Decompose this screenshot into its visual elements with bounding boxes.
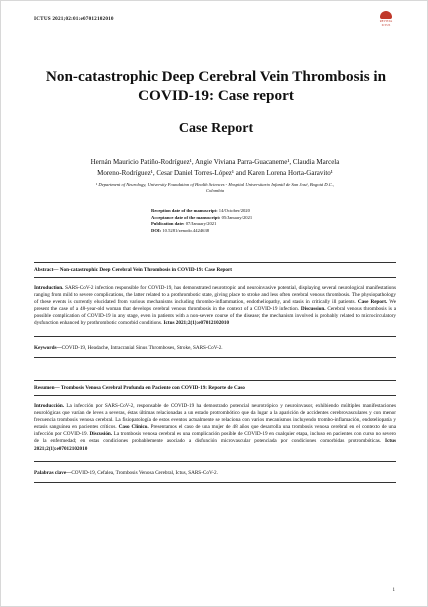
page-number: 1 bbox=[392, 588, 395, 593]
journal-logo bbox=[376, 11, 396, 27]
affiliation-line-2: Colombia bbox=[205, 188, 225, 193]
authors-line-1: Hernán Mauricio Patiño-Rodríguez¹, Angie Viviana Parra-Guacaneme¹, Claudia Marcela bbox=[90, 158, 340, 166]
journal-header: ICTUS 2021;02:01:e07012102010 bbox=[34, 16, 114, 22]
abstract-section bbox=[34, 262, 396, 358]
doi-link[interactable]: 10.5281/zenodo.4424638 bbox=[162, 227, 210, 233]
abstract-keywords: Keywords—COVID-19, Headache, Intracranial Sinus Thromboses, Stroke, SARS-CoV-2. bbox=[34, 336, 396, 357]
doi: DOI: 10.5281/zenodo.4424638 bbox=[151, 227, 210, 233]
resumen-section bbox=[34, 380, 396, 483]
publication-dates bbox=[151, 208, 331, 234]
author-list bbox=[47, 157, 383, 178]
affiliation bbox=[47, 182, 383, 194]
logo-icon bbox=[380, 11, 392, 19]
abstract-text: Introduction. SARS-CoV-2 infection responsible for COVID-19, has demonstrated neurotropic and neuroinvasive potential, displaying several neurological manifestations ranging from mild to severe complications, the latter related to a prothrombotic state, giving place to stroke and less often cerebral venous thrombosis. The physiopathology of these events is currently elucidated from various mechanisms including thrombo-inflammation, endotheliopathy, and stasis in critically ill patients. Case Report. We present the case of a 48-year-old woman that develops cerebral venous thrombosis in the context of a COVID-19 infection. Discussion. Cerebral venous thrombosis is a possible complication of COVID-19 in any stage, even in patients with a non-severe course of the disease; the mechanism involved is probably related to microcirculatory dysfunction enhanced by prothrombotic comorbid conditions. Ictus 2021;2(1):e07012102010 bbox=[34, 285, 397, 327]
abstract-heading: Abstract— Non-catastrophic Deep Cerebral Vein Thrombosis in COVID-19: Case Report bbox=[34, 263, 396, 278]
reception-date: Reception date of the manuscript: 14/October/2020 bbox=[151, 208, 250, 213]
resumen-keywords: Palabras clave—COVID-19, Cefalea, Trombosis Venosa Cerebral, Ictus, SARS-CoV-2. bbox=[34, 461, 396, 482]
affiliation-line-1: ¹ Department of Neurology, University Foundation of Health Sciences - Hospital Universitario Infantil de San José, Bogotá D.C., bbox=[95, 182, 335, 187]
authors-line-2: Moreno-Rodríguez¹, Cesar Daniel Torres-López¹ and Karen Lorena Horta-Garavito¹ bbox=[97, 168, 333, 177]
resumen-text: Introducción. La infección por SARS-CoV-2, responsable de COVID-19 ha demostrado potencial neurotrópico y neuroinvasor, exhibiendo múltiples manifestaciones neurológicas que varían de leves a severas, éstas últimas relacionadas a un estado protrombótico que da lugar a la aparición de accidentes cerebrovasculares y con menor frecuencia trombosis venosa cerebral. La fisiopatología de estos eventos actualmente se relaciona con varios mecanismos incluyendo trombo-inflamación, endoteliopatía y estasis sanguínea en pacientes críticos. Caso Clínico. Presentamos el caso de una mujer de 48 años que desarrolla una trombosis venosa cerebral en el contexto de una infección por COVID-19. Discusión. La trombosis venosa cerebral es una complicación posible de COVID-19 en cualquier etapa, incluso en pacientes con curso no severo de la enfermedad; en estas condiciones probablemente asociado a disfunción microvascular potenciada por condiciones comorbidas protrombóticas. Ictus 2021;2(1):e07012102010 bbox=[34, 403, 397, 452]
article-title: Non-catastrophic Deep Cerebral Vein Thrombosis in COVID-19: Case report bbox=[45, 68, 387, 104]
article-type: Case Report bbox=[178, 121, 254, 136]
publication-date: Publication date: 07/January/2021 bbox=[151, 221, 217, 226]
resumen-heading: Resumen— Trombosis Venosa Cerebral Profunda en Paciente con COVID-19: Reporte de Caso bbox=[34, 381, 396, 396]
logo-text: REVISTA ICTUS bbox=[379, 19, 393, 27]
acceptance-date: Acceptance date of the manuscript: 05/January/2021 bbox=[151, 214, 253, 220]
